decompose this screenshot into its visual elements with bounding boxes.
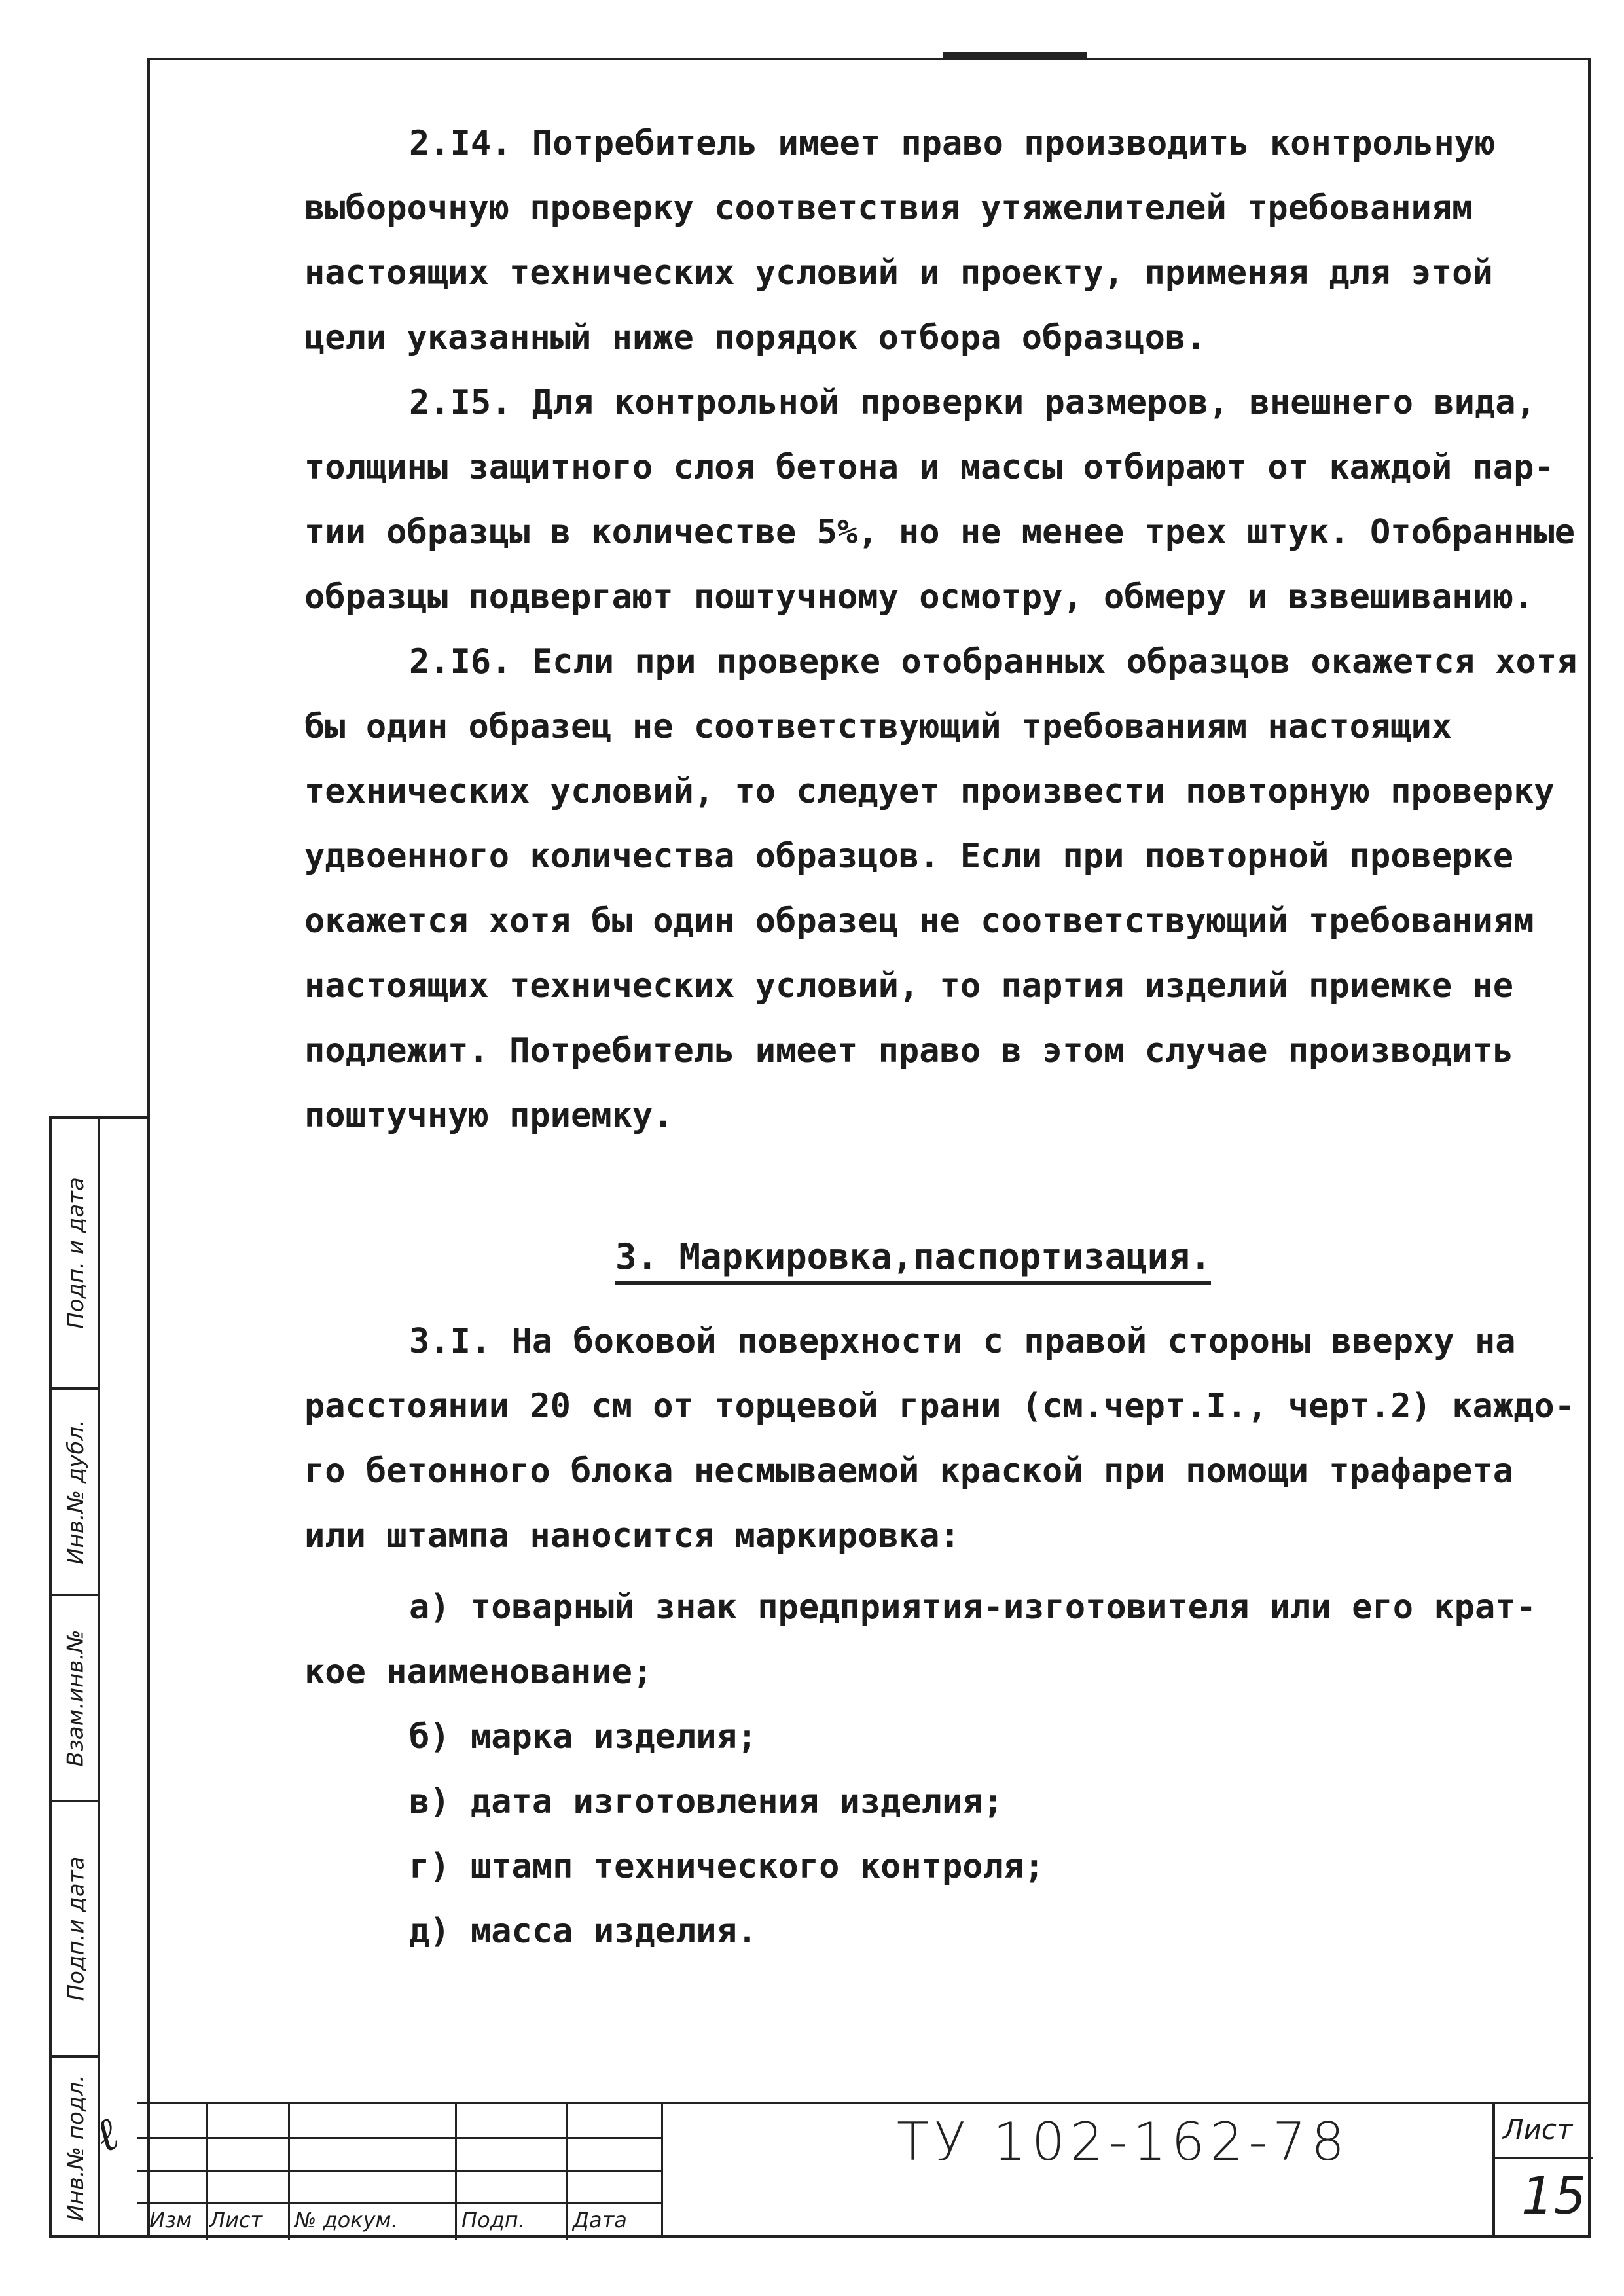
- sheet-label: Лист: [1503, 2113, 1573, 2145]
- col-doc-label: № докум.: [295, 2208, 398, 2232]
- side-label: Подп.и дата: [63, 1856, 89, 2001]
- text-line: или штампа наносится маркировка:: [304, 1516, 960, 1556]
- side-label: Подп. и дата: [63, 1177, 90, 1329]
- side-cell-inv-podl: [52, 2055, 100, 2238]
- grid-line: [288, 2104, 290, 2240]
- sheet-box: [1492, 2102, 1591, 2238]
- text-line: поштучную приемку.: [304, 1096, 674, 1135]
- side-cell-podp-data: [52, 1119, 100, 1387]
- grid-line: [137, 2202, 661, 2204]
- col-list-label: Лист: [209, 2208, 263, 2232]
- section-3-heading: 3. Маркировка,паспортизация.: [615, 1234, 1211, 1285]
- paragraph-2-14: [304, 111, 1568, 371]
- text-line: подлежит. Потребитель имеет право в этом случае производить: [304, 1031, 1514, 1070]
- section-3-body: [304, 1309, 1576, 1964]
- grid-line: [455, 2104, 457, 2240]
- grid-line: [206, 2104, 208, 2240]
- text-line: выборочную проверку соответствия утяжелителей требованиям: [304, 189, 1473, 228]
- text-line: толщины защитного слоя бетона и массы отбирают от каждой пар-: [304, 448, 1555, 487]
- document-body: [304, 111, 1578, 1148]
- text-line: а) товарный знак предприятия-изготовителя или его крат-: [409, 1588, 1536, 1627]
- title-block-grid: [137, 2102, 661, 2238]
- list-item-a: [304, 1575, 1568, 1705]
- text-line: окажется хотя бы один образец не соответствующий требованиям: [304, 902, 1534, 941]
- list-item-b: б) марка изделия;: [409, 1717, 758, 1757]
- side-cell-inv-dubl: [52, 1387, 100, 1594]
- text-line: 2.I6. Если при проверке отобранных образцов окажется хотя: [409, 642, 1578, 682]
- text-line: настоящих технических условий и проекту, применяя для этой: [304, 253, 1493, 293]
- grid-line: [137, 2137, 661, 2139]
- document-code: ТУ 102-162-78: [897, 2111, 1350, 2172]
- side-cell-podp-data-2: [52, 1800, 100, 2055]
- side-label: Взам.инв.№: [63, 1629, 90, 1767]
- grid-line: [137, 2170, 661, 2172]
- text-line: расстоянии 20 см от торцевой грани (см.черт.I., черт.2) каждо-: [304, 1387, 1576, 1426]
- side-stamp-strip: [49, 1116, 147, 2238]
- side-label: Инв.№ подл.: [63, 2074, 90, 2221]
- paragraph-3-1: [304, 1309, 1576, 1569]
- text-line: 3.I. На боковой поверхности с правой стороны вверху на: [409, 1322, 1516, 1361]
- sheet-box-divider: [1495, 2157, 1593, 2159]
- text-line: цели указанный ниже порядок отбора образцов.: [304, 318, 1206, 357]
- text-line: удвоенного количества образцов. Если при повторной проверке: [304, 837, 1514, 876]
- paragraph-2-15: [304, 371, 1576, 630]
- list-item-v: в) дата изготовления изделия;: [409, 1782, 1003, 1821]
- text-line: тии образцы в количестве 5%, но не менее трех штук. Отобранные: [304, 513, 1576, 552]
- text-line: бы один образец не соответствующий требованиям настоящих: [304, 707, 1453, 746]
- paragraph-2-16: [304, 630, 1578, 1148]
- text-line: 2.I5. Для контрольной проверки размеров, внешнего вида,: [409, 383, 1536, 422]
- col-izm-label: Изм: [149, 2208, 192, 2232]
- text-line: технических условий, то следует произвести повторную проверку: [304, 772, 1555, 811]
- side-label: Инв.№ дубл.: [63, 1419, 90, 1565]
- text-line: образцы подвергают поштучному осмотру, обмеру и взвешиванию.: [304, 577, 1534, 617]
- col-podp-label: Подп.: [461, 2208, 525, 2232]
- list-item-g: г) штамп технического контроля;: [409, 1847, 1045, 1886]
- text-line: настоящих технических условий, то партия изделий приемке не: [304, 966, 1514, 1006]
- text-line: кое наименование;: [304, 1652, 653, 1692]
- list-item-d: д) масса изделия.: [409, 1912, 758, 1951]
- col-data-label: Дата: [573, 2208, 627, 2232]
- grid-line: [566, 2104, 568, 2240]
- side-cell-vzam-inv: [52, 1594, 100, 1800]
- text-line: го бетонного блока несмываемой краской при помощи трафарета: [304, 1451, 1514, 1491]
- signature-mark: ℓ: [86, 2106, 126, 2164]
- sheet-number: 15: [1521, 2167, 1587, 2226]
- title-block: [137, 2102, 1591, 2238]
- top-mark: [943, 52, 1087, 58]
- text-line: 2.I4. Потребитель имеет право производить контрольную: [409, 124, 1496, 163]
